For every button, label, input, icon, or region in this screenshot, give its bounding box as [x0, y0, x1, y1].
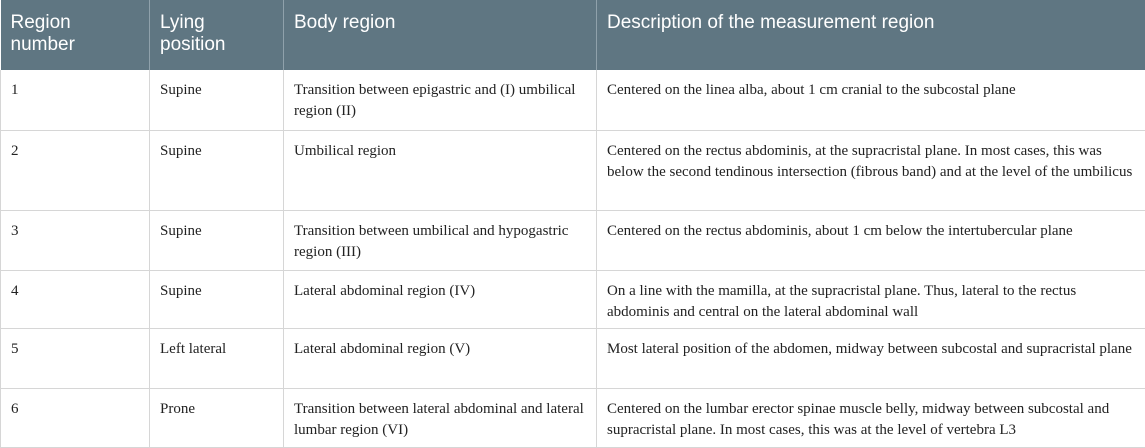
table-row — [1, 210, 1145, 270]
header-lying-position: Lying position — [150, 0, 284, 70]
cell-body-region: Transition between lateral abdominal and lateral lumbar region (VI) — [284, 388, 597, 447]
cell-description: Centered on the rectus abdominis, about 1 cm below the intertubercular plane — [597, 210, 1145, 270]
cell-body-region: Lateral abdominal region (V) — [284, 328, 597, 388]
table-row — [1, 130, 1145, 210]
cell-lying-position: Supine — [150, 270, 284, 328]
cell-lying-position: Supine — [150, 210, 284, 270]
cell-lying-position: Left lateral — [150, 328, 284, 388]
cell-body-region: Umbilical region — [284, 130, 597, 210]
table-row — [1, 270, 1145, 328]
cell-region-number: 6 — [1, 388, 150, 447]
cell-region-number: 2 — [1, 130, 150, 210]
header-row — [1, 0, 1145, 70]
cell-description: Most lateral position of the abdomen, midway between subcostal and supracristal plane — [597, 328, 1145, 388]
cell-region-number: 3 — [1, 210, 150, 270]
header-body-region: Body region — [284, 0, 597, 70]
cell-description: Centered on the lumbar erector spinae muscle belly, midway between subcostal and supracristal plane. In most cases, this was at the level of vertebra L3 — [597, 388, 1145, 447]
cell-lying-position: Supine — [150, 130, 284, 210]
cell-region-number: 5 — [1, 328, 150, 388]
cell-body-region: Lateral abdominal region (IV) — [284, 270, 597, 328]
header-region-number: Region number — [1, 0, 150, 70]
cell-region-number: 4 — [1, 270, 150, 328]
cell-description: Centered on the rectus abdominis, at the supracristal plane. In most cases, this was below the second tendinous intersection (fibrous band) and at the level of the umbilicus — [597, 130, 1145, 210]
cell-lying-position: Prone — [150, 388, 284, 447]
header-description: Description of the measurement region — [597, 0, 1145, 70]
table-row — [1, 388, 1145, 447]
cell-body-region: Transition between epigastric and (I) umbilical region (II) — [284, 70, 597, 130]
table-row — [1, 70, 1145, 130]
table-row — [1, 328, 1145, 388]
cell-region-number: 1 — [1, 70, 150, 130]
cell-lying-position: Supine — [150, 70, 284, 130]
cell-description: On a line with the mamilla, at the supracristal plane. Thus, lateral to the rectus abdominis and central on the lateral abdominal wall — [597, 270, 1145, 328]
cell-description: Centered on the linea alba, about 1 cm cranial to the subcostal plane — [597, 70, 1145, 130]
cell-body-region: Transition between umbilical and hypogastric region (III) — [284, 210, 597, 270]
